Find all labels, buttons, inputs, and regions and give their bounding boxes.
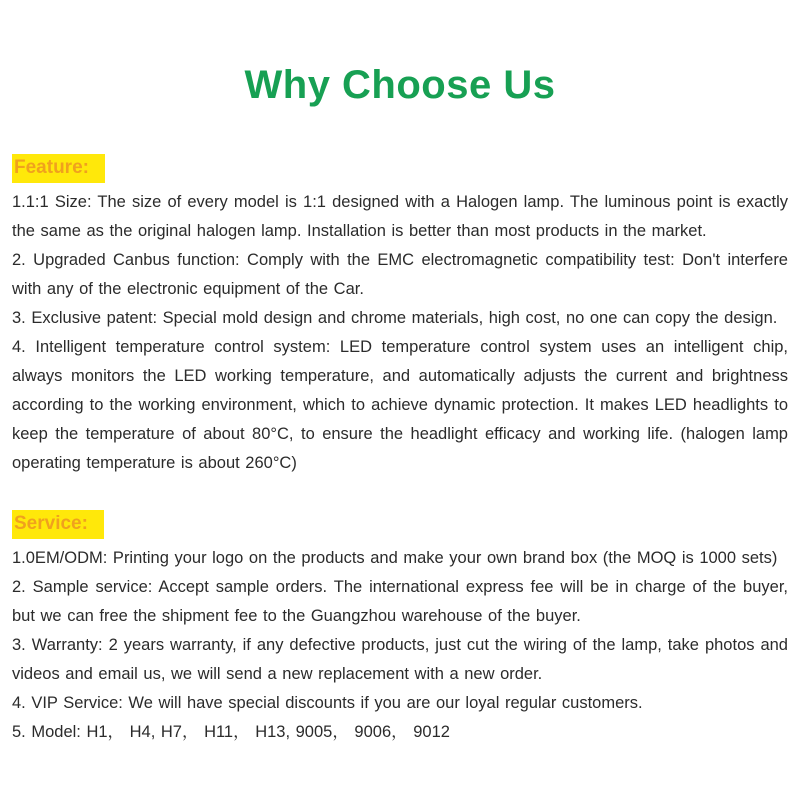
section-service bbox=[12, 510, 788, 747]
service-item-5: 5. Model: H1， H4, H7， H11， H13, 9005， 9006， 9012 bbox=[12, 723, 450, 741]
service-item-2: 2. Sample service: Accept sample orders. The international express fee will be in charge of the buyer, but we can free the shipment fee to the Guangzhou warehouse of the buyer. bbox=[12, 578, 788, 625]
feature-item-3: 3. Exclusive patent: Special mold design and chrome materials, high cost, no one can copy the design. bbox=[12, 309, 778, 327]
service-item-1: 1.0EM/ODM: Printing your logo on the products and make your own brand box (the MOQ is 1000 sets) bbox=[12, 549, 778, 567]
feature-item-4: 4. Intelligent temperature control system: LED temperature control system uses an intelligent chip, always monitors the LED working temperature, and automatically adjusts the current and brightness according to the working environment, which to achieve dynamic protection. It makes LED headlights to keep the temperature of about 80°C, to ensure the headlight efficacy and working life. (halogen lamp operating temperature is about 260°C) bbox=[12, 338, 788, 472]
service-item-4: 4. VIP Service: We will have special discounts if you are our loyal regular customers. bbox=[12, 694, 643, 712]
feature-item-1: 1.1:1 Size: The size of every model is 1:1 designed with a Halogen lamp. The luminous point is exactly the same as the original halogen lamp. Installation is better than most products in the market. bbox=[12, 193, 788, 240]
section-feature bbox=[12, 154, 788, 478]
feature-heading: Feature: bbox=[12, 154, 105, 183]
feature-item-2: 2. Upgraded Canbus function: Comply with the EMC electromagnetic compatibility test: Don't interfere with any of the electronic equipment of the Car. bbox=[12, 251, 788, 298]
service-heading: Service: bbox=[12, 510, 104, 539]
content bbox=[12, 154, 788, 747]
page-title: Why Choose Us bbox=[244, 63, 556, 107]
service-item-3: 3. Warranty: 2 years warranty, if any defective products, just cut the wiring of the lamp, take photos and videos and email us, we will send a new replacement with a new order. bbox=[12, 636, 788, 683]
